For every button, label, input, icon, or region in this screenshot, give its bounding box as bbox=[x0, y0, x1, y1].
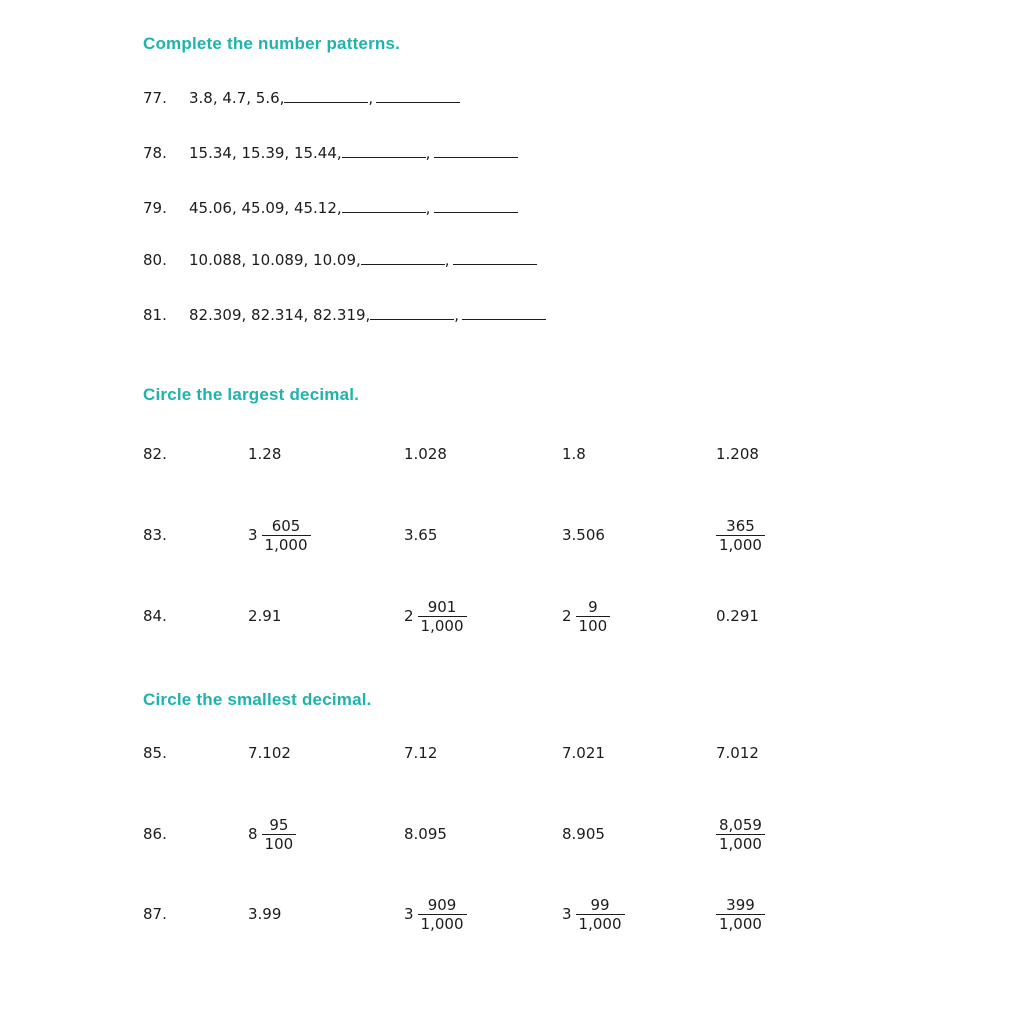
sequence-text: 45.06, 45.09, 45.12, bbox=[189, 199, 342, 217]
choice-value: 1.208 bbox=[716, 445, 759, 463]
denominator: 1,000 bbox=[264, 535, 308, 554]
blank-separator: , bbox=[425, 199, 431, 217]
answer-blank[interactable] bbox=[376, 88, 460, 103]
compare-row bbox=[0, 890, 1024, 938]
choice-value: 8.905 bbox=[562, 825, 605, 843]
answer-blank[interactable] bbox=[462, 305, 546, 320]
compare-row bbox=[0, 729, 1024, 777]
choice-value: 0.291 bbox=[716, 607, 759, 625]
choice[interactable] bbox=[716, 592, 759, 640]
choice-value: 3.65 bbox=[404, 526, 438, 544]
answer-blank[interactable] bbox=[453, 250, 537, 265]
problem-number: 87. bbox=[143, 905, 167, 923]
numerator: 9 bbox=[576, 598, 611, 617]
fraction bbox=[576, 598, 611, 635]
choice[interactable] bbox=[562, 729, 605, 777]
denominator: 1,000 bbox=[719, 834, 762, 853]
problem-number: 77. bbox=[143, 89, 167, 107]
choice[interactable] bbox=[404, 592, 467, 640]
denominator: 1,000 bbox=[420, 914, 464, 933]
pattern-item bbox=[143, 88, 460, 110]
problem-number: 82. bbox=[143, 445, 167, 463]
choice[interactable] bbox=[248, 511, 311, 559]
numerator: 99 bbox=[576, 896, 625, 915]
pattern-item bbox=[143, 305, 546, 327]
compare-row bbox=[0, 430, 1024, 478]
numerator: 909 bbox=[418, 896, 467, 915]
fraction bbox=[716, 816, 765, 853]
choice-value: 7.12 bbox=[404, 744, 438, 762]
choice-value: 7.021 bbox=[562, 744, 605, 762]
choice[interactable] bbox=[716, 511, 765, 559]
problem-number: 80. bbox=[143, 251, 167, 269]
fraction bbox=[262, 816, 297, 853]
choice[interactable] bbox=[562, 511, 605, 559]
numerator: 365 bbox=[716, 517, 765, 536]
answer-blank[interactable] bbox=[370, 305, 454, 320]
problem-number: 78. bbox=[143, 144, 167, 162]
fraction bbox=[418, 598, 467, 635]
fraction bbox=[716, 896, 765, 933]
denominator: 100 bbox=[578, 616, 608, 635]
pattern-item bbox=[143, 198, 518, 220]
choice[interactable] bbox=[716, 729, 759, 777]
blank-separator: , bbox=[425, 144, 431, 162]
mixed-whole: 3 bbox=[404, 905, 414, 923]
denominator: 1,000 bbox=[719, 535, 762, 554]
denominator: 100 bbox=[264, 834, 294, 853]
choice-value: 2.91 bbox=[248, 607, 282, 625]
numerator: 399 bbox=[716, 896, 765, 915]
problem-number: 79. bbox=[143, 199, 167, 217]
fraction bbox=[418, 896, 467, 933]
blank-separator: , bbox=[454, 306, 460, 324]
answer-blank[interactable] bbox=[342, 143, 426, 158]
answer-blank[interactable] bbox=[342, 198, 426, 213]
choice[interactable] bbox=[404, 890, 467, 938]
choice[interactable] bbox=[716, 810, 765, 858]
denominator: 1,000 bbox=[420, 616, 464, 635]
mixed-whole: 3 bbox=[248, 526, 258, 544]
problem-number: 85. bbox=[143, 744, 167, 762]
pattern-item bbox=[143, 250, 537, 272]
choice[interactable] bbox=[248, 729, 291, 777]
choice[interactable] bbox=[716, 890, 765, 938]
mixed-whole: 2 bbox=[404, 607, 414, 625]
blank-separator: , bbox=[444, 251, 450, 269]
problem-number: 81. bbox=[143, 306, 167, 324]
choice-value: 7.102 bbox=[248, 744, 291, 762]
choice[interactable] bbox=[248, 592, 281, 640]
choice[interactable] bbox=[562, 810, 605, 858]
mixed-whole: 2 bbox=[562, 607, 572, 625]
numerator: 605 bbox=[262, 517, 311, 536]
smallest-heading: Circle the smallest decimal. bbox=[143, 690, 372, 709]
choice[interactable] bbox=[562, 890, 625, 938]
choice-value: 8.095 bbox=[404, 825, 447, 843]
choice[interactable] bbox=[404, 511, 437, 559]
choice-value: 3.506 bbox=[562, 526, 605, 544]
choice[interactable] bbox=[404, 729, 437, 777]
numerator: 95 bbox=[262, 816, 297, 835]
choice-value: 1.028 bbox=[404, 445, 447, 463]
choice[interactable] bbox=[248, 890, 281, 938]
largest-heading: Circle the largest decimal. bbox=[143, 385, 360, 404]
mixed-whole: 3 bbox=[562, 905, 572, 923]
sequence-text: 82.309, 82.314, 82.319, bbox=[189, 306, 371, 324]
numerator: 901 bbox=[418, 598, 467, 617]
sequence-text: 3.8, 4.7, 5.6, bbox=[189, 89, 285, 107]
choice-value: 1.8 bbox=[562, 445, 586, 463]
problem-number: 84. bbox=[143, 607, 167, 625]
compare-row bbox=[0, 511, 1024, 559]
choice[interactable] bbox=[562, 592, 610, 640]
problem-number: 83. bbox=[143, 526, 167, 544]
patterns-heading: Complete the number patterns. bbox=[143, 34, 401, 53]
choice-value: 1.28 bbox=[248, 445, 282, 463]
compare-row bbox=[0, 810, 1024, 858]
choice[interactable] bbox=[248, 810, 296, 858]
choice[interactable] bbox=[404, 810, 447, 858]
denominator: 1,000 bbox=[719, 914, 762, 933]
answer-blank[interactable] bbox=[434, 198, 518, 213]
choice-value: 3.99 bbox=[248, 905, 282, 923]
choice[interactable] bbox=[716, 430, 759, 478]
choice[interactable] bbox=[248, 430, 281, 478]
sequence-text: 15.34, 15.39, 15.44, bbox=[189, 144, 342, 162]
choice[interactable] bbox=[562, 430, 586, 478]
denominator: 1,000 bbox=[578, 914, 622, 933]
fraction bbox=[576, 896, 625, 933]
pattern-item bbox=[143, 143, 518, 165]
numerator: 8,059 bbox=[716, 816, 765, 835]
answer-blank[interactable] bbox=[284, 88, 368, 103]
sequence-text: 10.088, 10.089, 10.09, bbox=[189, 251, 361, 269]
answer-blank[interactable] bbox=[434, 143, 518, 158]
problem-number: 86. bbox=[143, 825, 167, 843]
fraction bbox=[716, 517, 765, 554]
answer-blank[interactable] bbox=[361, 250, 445, 265]
fraction bbox=[262, 517, 311, 554]
blank-separator: , bbox=[368, 89, 374, 107]
choice[interactable] bbox=[404, 430, 447, 478]
compare-row bbox=[0, 592, 1024, 640]
choice-value: 7.012 bbox=[716, 744, 759, 762]
mixed-whole: 8 bbox=[248, 825, 258, 843]
